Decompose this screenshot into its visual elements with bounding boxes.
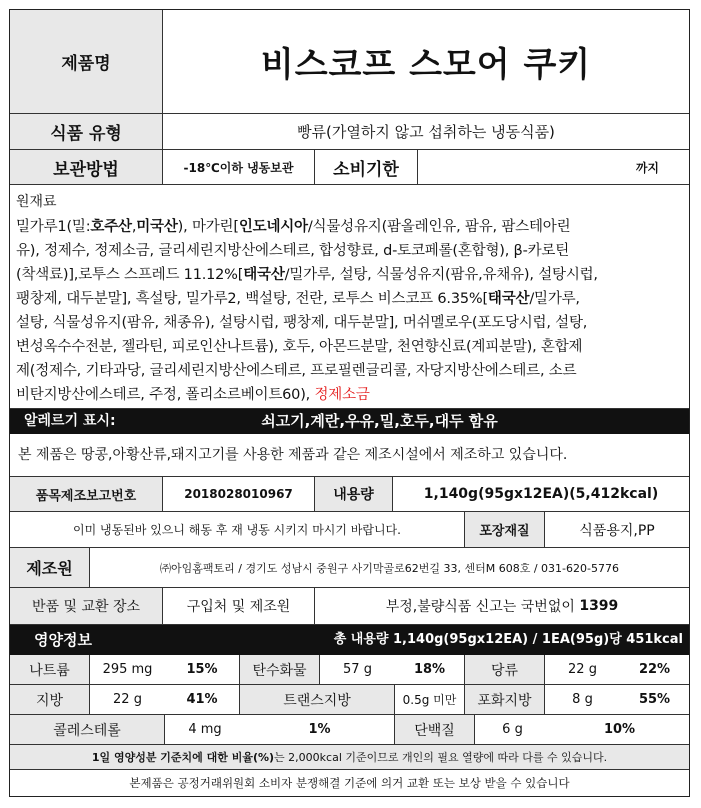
nutrient-amount: 57 g	[343, 662, 372, 677]
ingredients-line	[16, 239, 686, 263]
nutrient-percent: 15%	[165, 655, 240, 684]
nutrient-amount: 295 mg	[102, 662, 153, 677]
nutrient-name: 당류	[465, 655, 545, 684]
returns-place: 구입처 및 제조원	[163, 588, 315, 624]
manufacturer-value: ㈜아임홈팩토리 / 경기도 성남시 중원구 사기막골로62번길 33, 센터M 608호 / 031-620-5776	[160, 561, 619, 575]
nutrient-percent: 10%	[603, 722, 636, 737]
nutrient-percent: 55%	[638, 692, 671, 707]
ingredients-line	[16, 263, 686, 287]
ingredients-line	[16, 383, 686, 407]
nutrient-amount: 4 mg	[188, 722, 222, 737]
ingredient-text: ,	[131, 219, 137, 235]
report-label: 품목제조보고번호	[10, 477, 163, 511]
footer-row	[10, 770, 689, 796]
allergy-value: 쇠고기,계란,우유,밀,호두,대두 함유	[261, 412, 498, 430]
food-type-label: 식품 유형	[10, 114, 163, 149]
report-hotline-text: 부정,불량식품 신고는 국번없이	[385, 599, 575, 615]
ingredients-line	[16, 215, 686, 239]
origin-country: 태국산	[243, 267, 285, 283]
expiry-suffix: 까지	[635, 160, 659, 175]
ingredient-text: /식물성유지(팜올레인유, 팜유, 팜스테아린	[307, 219, 571, 235]
thaw-row	[10, 512, 689, 548]
ingredient-text: 설탕, 식물성유지(팜유, 채종유), 설탕시럽, 팽창제, 대두분말], 머쉬멜로우(포도당시럽, 설탕,	[16, 315, 588, 331]
nutrient-amount: 22 g	[568, 662, 597, 677]
ingredient-text: 유), 정제수, 정제소금, 글리세린지방산에스테르, 합성향료, d-토코페롤(혼합형), β-카로틴	[16, 243, 570, 259]
report-hotline	[315, 588, 689, 624]
nutrient-name: 단백질	[395, 715, 475, 744]
report-hotline-number: 1399	[579, 598, 619, 614]
nutrient-amount: 8 g	[572, 692, 593, 707]
packaging-value: 식품용지,PP	[579, 522, 655, 539]
nutrient-name: 포화지방	[465, 685, 545, 714]
origin-country: 미국산	[136, 219, 178, 235]
nutrient-name: 트랜스지방	[240, 685, 395, 714]
ingredients-line	[16, 311, 686, 335]
allergy-label: 알레르기 표시:	[24, 413, 116, 429]
nutrition-row	[10, 685, 689, 715]
daily-value-note-row	[10, 745, 689, 770]
ingredient-text: 비탄지방산에스테르, 주정, 폴리소르베이트60),	[16, 387, 315, 403]
ingredient-text: 팽창제, 대두분말], 흑설탕, 밀가루2, 백설탕, 전란, 로투스 비스코프 6.35%[	[16, 291, 488, 307]
content-value: 1,140g(95gx12EA)(5,412kcal)	[423, 486, 659, 502]
returns-row	[10, 588, 689, 625]
ingredient-text: ), 마가린[	[177, 219, 239, 235]
nutrient-amount: 6 g	[502, 722, 523, 737]
storage-label: 보관방법	[10, 150, 163, 184]
daily-value-note	[10, 745, 689, 770]
origin-country: 호주산	[90, 219, 132, 235]
manufacturer-row	[10, 548, 689, 588]
content-label: 내용량	[315, 477, 393, 511]
nutrition-row	[10, 655, 689, 685]
nutrient-percent: 18%	[395, 655, 465, 684]
ingredient-text: /밀가루,	[529, 291, 580, 307]
product-name: 비스코프 스모어 쿠키	[260, 45, 592, 85]
returns-label: 반품 및 교환 장소	[10, 588, 163, 624]
ingredient-text: /밀가루, 설탕, 식물성유지(팜유,유채유), 설탕시럽,	[284, 267, 598, 283]
ingredients-label: 원재료	[16, 194, 57, 210]
ingredient-text: 제(정제수, 기타과당, 글리세린지방산에스테르, 프로필렌글리콜, 자당지방산에스테르, 소르	[16, 363, 577, 379]
ingredients-line	[16, 359, 686, 383]
nutrient-name: 탄수화물	[240, 655, 320, 684]
nutrient-amount: 22 g	[113, 692, 142, 707]
product-name-label: 제품명	[10, 10, 163, 113]
ingredient-text: 밀가루1(밀:	[16, 219, 91, 235]
nutrient-percent: 1%	[245, 715, 395, 744]
thaw-notice: 이미 냉동된바 있으니 해동 후 재 냉동 시키지 마시기 바랍니다.	[10, 512, 465, 547]
daily-value-note-bold: 1일 영양성분 기준치에 대한 비율(%)	[91, 751, 275, 764]
nutrient-amount: 0.5g 미만	[395, 685, 465, 714]
food-type-value: 빵류(가열하지 않고 섭취하는 냉동식품)	[297, 123, 555, 141]
storage-row	[10, 150, 689, 185]
facility-notice-row	[10, 434, 689, 477]
nutrient-name: 콜레스테롤	[10, 715, 165, 744]
ingredients-text	[16, 215, 686, 407]
footer-notice: 본제품은 공정거래위원회 소비자 분쟁해결 기준에 의거 교환 또는 보상 받을 수 있습니다	[129, 776, 570, 790]
ingredient-text: (착색료)],로투스 스프레드 11.12%[	[16, 267, 244, 283]
nutrient-percent: 22%	[638, 662, 671, 677]
ingredient-text: 변성옥수수전분, 젤라틴, 피로인산나트륨), 호두, 아몬드분말, 천연향신료(계피분말), 혼합제	[16, 339, 583, 355]
product-name-row	[10, 10, 689, 114]
manufacturer-label: 제조원	[10, 548, 90, 587]
nutrition-row	[10, 715, 689, 745]
storage-value: -18℃이하 냉동보관	[163, 150, 315, 184]
ingredients-section	[10, 185, 689, 409]
food-type-row	[10, 114, 689, 150]
ingredients-line	[16, 335, 686, 359]
origin-country: 태국산	[487, 291, 530, 307]
report-row	[10, 477, 689, 512]
nutrient-name: 나트륨	[10, 655, 90, 684]
nutrient-percent: 41%	[165, 685, 240, 714]
expiry-value	[418, 150, 689, 184]
nutrition-header	[10, 625, 689, 655]
daily-value-note-rest: 는 2,000kcal 기준이므로 개인의 필요 열량에 따라 다를 수 있습니다.	[274, 751, 608, 764]
report-value: 2018028010967	[163, 477, 315, 511]
ingredients-line	[16, 287, 686, 311]
highlighted-ingredient: 정제소금	[314, 387, 370, 403]
facility-notice: 본 제품은 땅콩,아황산류,돼지고기를 사용한 제품과 같은 제조시설에서 제조하고 있습니다.	[18, 447, 568, 463]
nutrient-name: 지방	[10, 685, 90, 714]
nutrition-summary: 총 내용량 1,140g(95gx12EA) / 1EA(95g)당 451kcal	[333, 632, 683, 647]
allergy-row	[10, 409, 689, 434]
product-label-sheet	[9, 9, 690, 797]
origin-country: 인도네시아	[238, 219, 308, 235]
nutrition-label: 영양정보	[34, 631, 92, 649]
packaging-label: 포장재질	[465, 512, 545, 547]
expiry-label: 소비기한	[315, 150, 418, 184]
